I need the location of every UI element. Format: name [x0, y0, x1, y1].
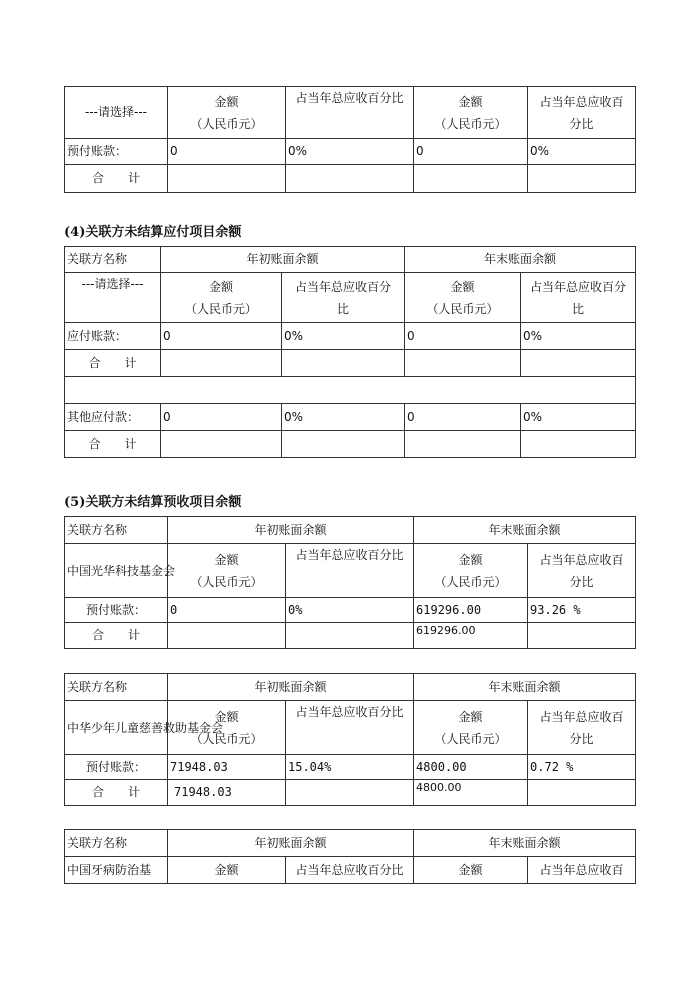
cell-value — [405, 431, 521, 458]
cell-value — [282, 431, 405, 458]
percent-header: 占当年总应收百分比 — [286, 701, 414, 755]
cell-value — [161, 350, 282, 377]
cell-value: 0 — [161, 404, 282, 431]
section-5-title: (5)关联方未结算预收项目余额 — [64, 495, 242, 510]
cell-value — [282, 350, 405, 377]
percent-header: 占当年总应收百分 比 — [521, 273, 636, 323]
cell-value — [168, 623, 286, 649]
amount-header: 金额 — [414, 857, 528, 884]
amount-header: 金额 （人民币元） — [414, 87, 528, 139]
end-balance-header: 年末账面余额 — [405, 247, 636, 273]
end-balance-header: 年末账面余额 — [414, 830, 636, 857]
receivable-table-continued — [64, 86, 636, 193]
party-name: 中国光华科技基金会 — [65, 544, 168, 598]
cell-value: 71948.03 — [168, 755, 286, 780]
related-party-label: 关联方名称 — [65, 830, 168, 857]
cell-value: 4800.00 — [414, 780, 528, 806]
cell-value — [286, 165, 414, 193]
cell-value — [405, 350, 521, 377]
begin-balance-header: 年初账面余额 — [168, 830, 414, 857]
percent-header: 占当年总应收百 — [528, 857, 636, 884]
percent-header: 占当年总应收百分比 — [286, 857, 414, 884]
cell-value: 619296.00 — [414, 598, 528, 623]
payable-table — [64, 246, 636, 458]
cell-value: 4800.00 — [414, 755, 528, 780]
percent-header: 占当年总应收百分 比 — [282, 273, 405, 323]
cell-value: 0 — [405, 323, 521, 350]
cell-value: 0% — [282, 404, 405, 431]
advance-table-children-charity — [64, 673, 636, 806]
cell-value: 0% — [521, 404, 636, 431]
cell-value — [161, 431, 282, 458]
total-label: 合 计 — [65, 623, 168, 649]
advance-table-dental — [64, 829, 636, 884]
percent-header: 占当年总应收百 分比 — [528, 87, 636, 139]
percent-header: 占当年总应收百 分比 — [528, 544, 636, 598]
cell-value — [528, 165, 636, 193]
end-balance-header: 年末账面余额 — [414, 517, 636, 544]
amount-header: 金额 （人民币元） — [414, 701, 528, 755]
amount-header: 金额 （人民币元） — [414, 544, 528, 598]
cell-value: 15.04% — [286, 755, 414, 780]
party-name: 中华少年儿童慈善救助基金会 — [65, 701, 168, 755]
amount-header: 金额 — [168, 857, 286, 884]
cell-value: 0% — [286, 139, 414, 165]
cell-value: 0% — [528, 139, 636, 165]
cell-value: 0% — [521, 323, 636, 350]
cell-value — [528, 623, 636, 649]
cell-value — [521, 350, 636, 377]
related-party-label: 关联方名称 — [65, 674, 168, 701]
section-4-title: (4)关联方未结算应付项目余额 — [64, 225, 242, 240]
cell-value: 0 — [414, 139, 528, 165]
cell-value: 0% — [282, 323, 405, 350]
party-select[interactable]: ---请选择--- — [65, 273, 161, 323]
percent-header: 占当年总应收百分比 — [286, 87, 414, 139]
row-label: 应付账款： — [65, 323, 161, 350]
percent-header: 占当年总应收百分比 — [286, 544, 414, 598]
total-label: 合 计 — [65, 350, 161, 377]
row-label: 其他应付款： — [65, 404, 161, 431]
party-name: 中国牙病防治基 — [65, 857, 168, 884]
cell-value: 71948.03 — [168, 780, 286, 806]
cell-value: 0% — [286, 598, 414, 623]
total-label: 合 计 — [65, 431, 161, 458]
row-label: 预付账款： — [65, 139, 168, 165]
related-party-label: 关联方名称 — [65, 517, 168, 544]
cell-value: 0.72 % — [528, 755, 636, 780]
cell-value: 619296.00 — [414, 623, 528, 649]
cell-value: 0 — [168, 139, 286, 165]
cell-value: 0 — [168, 598, 286, 623]
cell-value: 93.26 % — [528, 598, 636, 623]
percent-header: 占当年总应收百 分比 — [528, 701, 636, 755]
end-balance-header: 年末账面余额 — [414, 674, 636, 701]
amount-header: 金额 （人民币元） — [161, 273, 282, 323]
row-label: 预付账款： — [65, 755, 168, 780]
cell-value — [286, 623, 414, 649]
advance-table-guanghua — [64, 516, 636, 649]
cell-value — [414, 165, 528, 193]
party-select[interactable]: ---请选择--- — [65, 87, 168, 139]
cell-value — [168, 165, 286, 193]
cell-value — [528, 780, 636, 806]
begin-balance-header: 年初账面余额 — [168, 517, 414, 544]
related-party-label: 关联方名称 — [65, 247, 161, 273]
amount-header: 金额 （人民币元） — [168, 701, 286, 755]
begin-balance-header: 年初账面余额 — [168, 674, 414, 701]
amount-header: 金额 （人民币元） — [168, 544, 286, 598]
cell-value: 0 — [161, 323, 282, 350]
blank-row — [65, 377, 636, 404]
amount-header: 金额 （人民币元） — [405, 273, 521, 323]
total-label: 合 计 — [65, 780, 168, 806]
begin-balance-header: 年初账面余额 — [161, 247, 405, 273]
cell-value: 0 — [405, 404, 521, 431]
amount-header: 金额 （人民币元） — [168, 87, 286, 139]
row-label: 预付账款： — [65, 598, 168, 623]
cell-value — [286, 780, 414, 806]
total-label: 合 计 — [65, 165, 168, 193]
cell-value — [521, 431, 636, 458]
